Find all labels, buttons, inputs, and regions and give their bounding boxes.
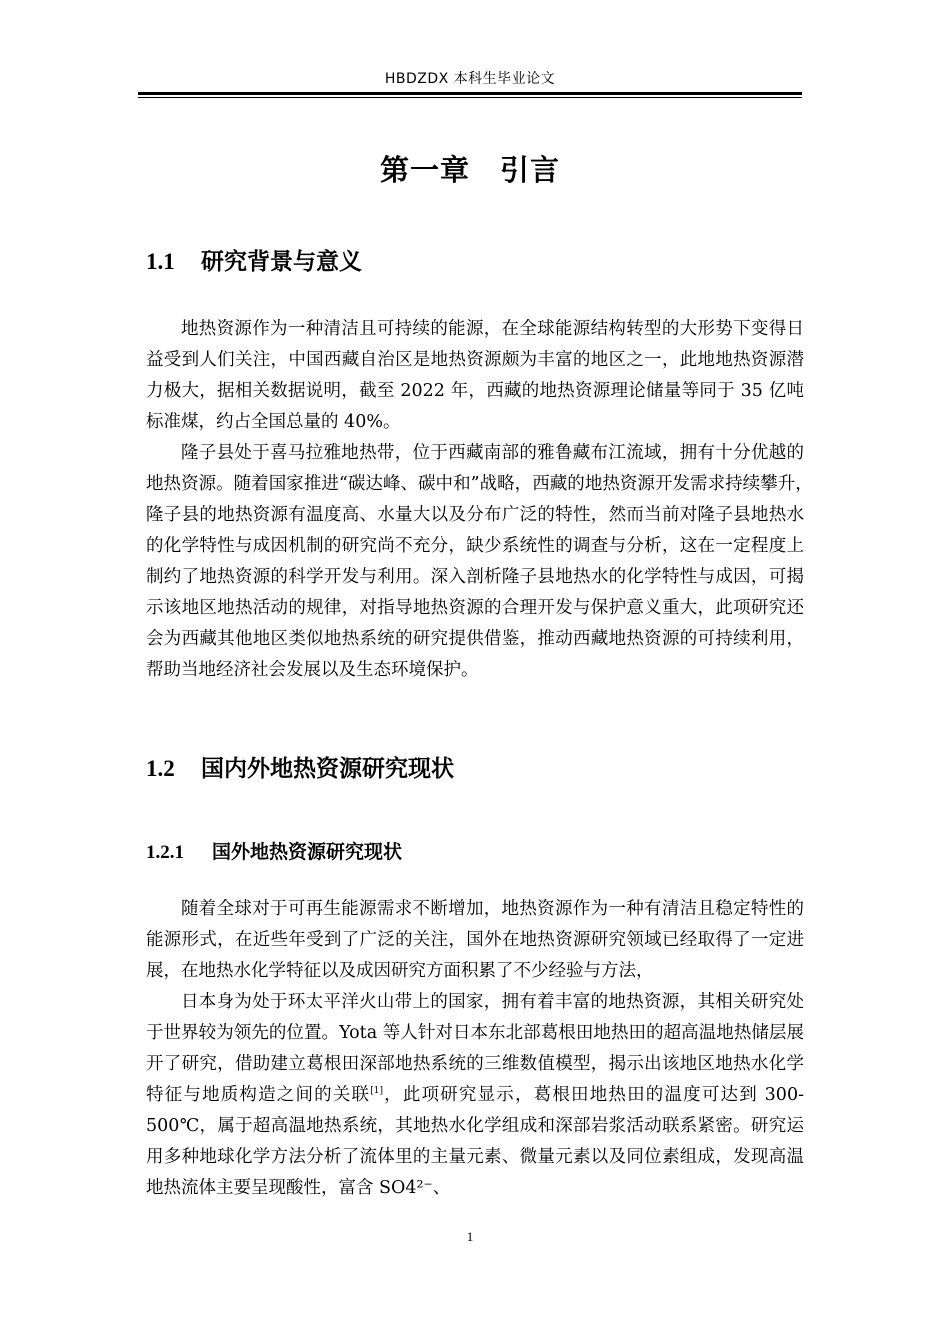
- paragraph: 随着全球对于可再生能源需求不断增加，地热资源作为一种有清洁且稳定特性的能源形式，在近些年受到了广泛的关注，国外在地热资源研究领域已经取得了一定进展，在地热水化学特征以及成因研究方面积累了不少经验与方法，: [146, 899, 804, 981]
- subsection-number: 1.2.1: [146, 842, 184, 863]
- header-rule-thin: [138, 97, 802, 98]
- paragraph: [146, 987, 804, 1204]
- page-number: 1: [466, 1229, 474, 1244]
- section-heading-1-2: [146, 750, 454, 783]
- section-1-2-1-body: [146, 894, 804, 1204]
- paragraph-text: 日本身为处于环太平洋火山带上的国家，拥有着丰富的地热资源，其相关研究处于世界较为领先的位置。Yota 等人针对日本东北部葛根田地热田的超高温地热储层展开了研究，借助建立葛根田深部地热系统的三维数值模型，揭示出该地区地热水化学特征与地质构造之间的关联: [146, 992, 804, 1105]
- section-heading-1-1: [146, 243, 362, 276]
- section-number: 1.2: [146, 756, 175, 781]
- paragraph-text: ，此项研究显示，葛根田地热田的温度可达到 300-500℃，属于超高温地热系统，其地热水化学组成和深部岩浆活动联系紧密。研究运用多种地球化学方法分析了流体里的主量元素、微量元素以及同位素组成，发现高温地热流体主要呈现酸性，富含 SO4²⁻、: [146, 1085, 804, 1198]
- section-number: 1.1: [146, 249, 175, 274]
- section-1-1-body: [146, 314, 822, 686]
- header-rule-thick: [138, 92, 802, 95]
- running-header: HBDZDX 本科生毕业论文: [384, 71, 556, 87]
- paragraph: 隆子县处于喜马拉雅地热带，位于西藏南部的雅鲁藏布江流域，拥有十分优越的地热资源。随着国家推进“碳达峰、碳中和”战略，西藏的地热资源开发需求持续攀升， 隆子县的地热资源有温度高、水量大以及分布广泛的特性，然而当前对隆子县地热水的化学特性与成因机制的研究尚不充分，缺少系统性的调查与分析，这在一定程度上制约了地热资源的科学开发与利用。深入剖析隆子县地热水的化学特性与成因，可揭示该地区地热活动的规律，对指导地热资源的合理开发与保护意义重大，此项研究还会为西藏其他地区类似地热系统的研究提供借鉴，推动西藏地热资源的可持续利用，帮助当地经济社会发展以及生态环境保护。: [146, 443, 822, 680]
- paragraph: 地热资源作为一种清洁且可持续的能源，在全球能源结构转型的大形势下变得日益受到人们关注，中国西藏自治区是地热资源颇为丰富的地区之一，此地地热资源潜力极大，据相关数据说明，截至 2022 年，西藏的地热资源理论储量等同于 35 亿吨标准煤，约占全国总量的 40%。: [146, 319, 804, 432]
- subsection-heading-1-2-1: [146, 837, 402, 864]
- subsection-title: 国外地热资源研究现状: [212, 841, 403, 863]
- citation-reference[interactable]: [1]: [370, 1086, 383, 1097]
- chapter-title: 第一章 引言: [379, 153, 560, 187]
- section-title: 国内外地热资源研究现状: [201, 756, 454, 782]
- section-title: 研究背景与意义: [201, 249, 362, 275]
